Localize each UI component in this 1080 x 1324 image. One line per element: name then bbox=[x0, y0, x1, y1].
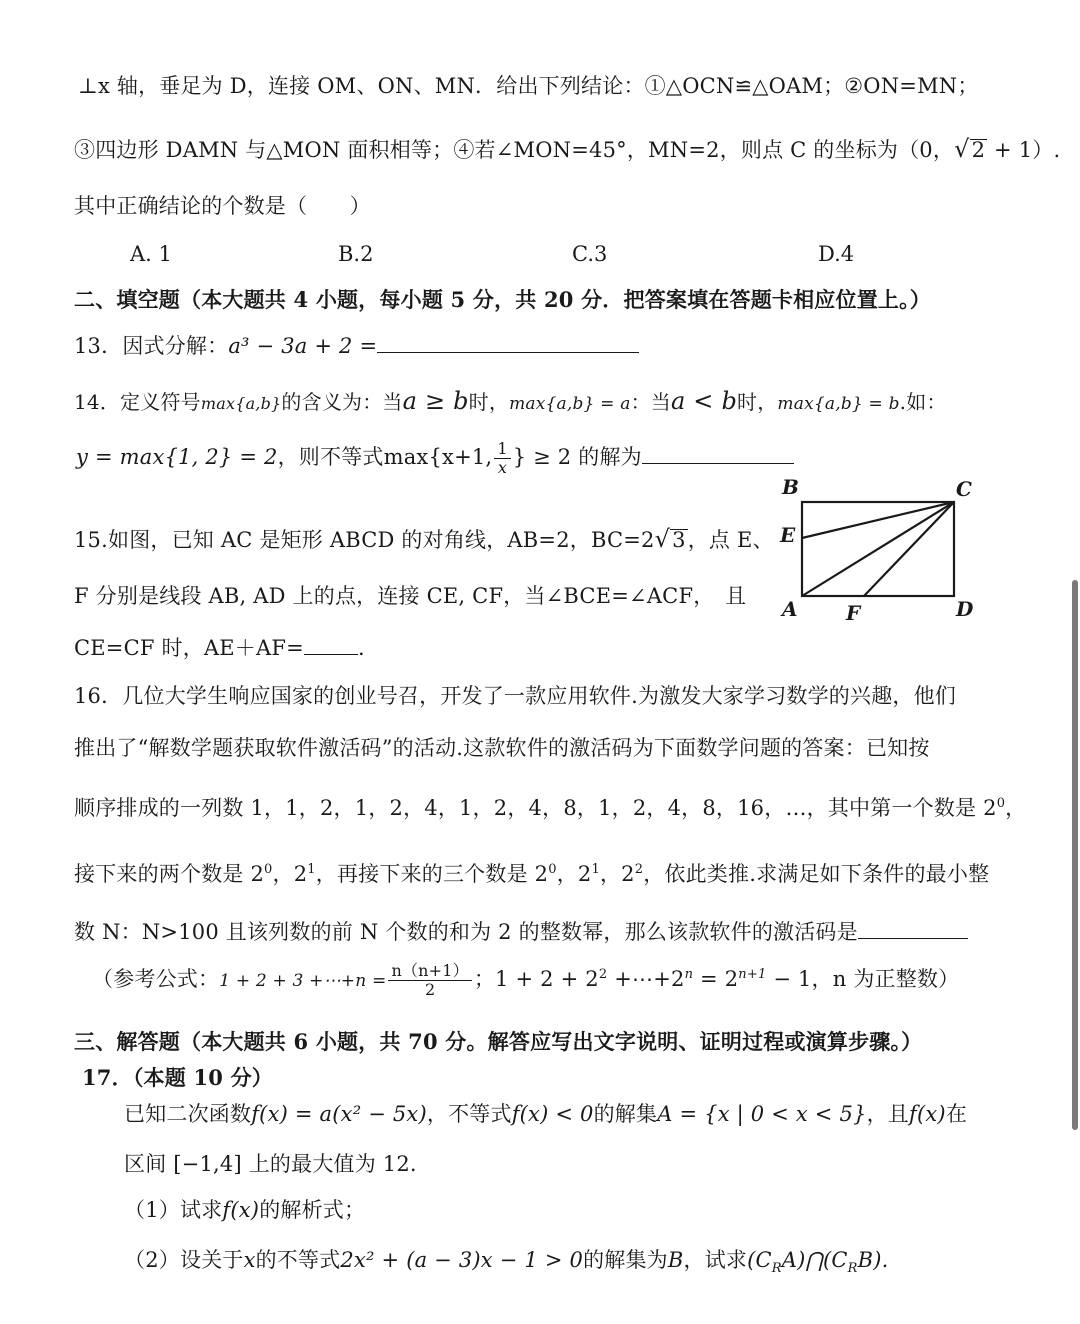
q16-ref-s2: n bbox=[684, 967, 694, 982]
q16-line2: 推出了“解数学题获取软件激活码”的活动.这款软件的激活码为下面数学问题的答案：已知按 bbox=[74, 736, 930, 760]
q17-p1-c: 的解析式； bbox=[259, 1198, 366, 1222]
q14-max-def: max{a,b} bbox=[200, 394, 282, 413]
q17-l1-a: 已知二次函数 bbox=[124, 1102, 252, 1126]
q17-line1 bbox=[124, 1098, 967, 1128]
q14-text-e: 时， bbox=[468, 390, 510, 414]
q16-l4-d: ，2 bbox=[556, 862, 592, 886]
q16-ref-e: = 2 bbox=[700, 967, 739, 991]
q16-line5 bbox=[74, 916, 968, 946]
label-d: D bbox=[956, 597, 974, 621]
q15-answer-blank bbox=[304, 636, 358, 655]
q13-expr: a³ − 3a + 2 = bbox=[228, 334, 378, 358]
q14-frac-den: x bbox=[497, 458, 508, 477]
q14-line2 bbox=[76, 440, 794, 477]
q17-inequality: f(x) < 0 bbox=[511, 1102, 594, 1126]
q17-p2-x: x bbox=[243, 1248, 256, 1272]
q17-p2-ineq: 2x² + (a − 3)x − 1 > 0 bbox=[340, 1248, 584, 1272]
scrollbar[interactable] bbox=[1072, 580, 1078, 1130]
q17-title: 17．（本题 10 分） bbox=[82, 1065, 273, 1090]
q14-text-g: ：当 bbox=[630, 390, 671, 414]
q17-function: f(x) = a(x² − 5x) bbox=[251, 1102, 427, 1126]
q16-line1: 16．几位大学生响应国家的创业号召，开发了一款应用软件.为激发大家学习数学的兴趣，他们 bbox=[74, 684, 956, 708]
q16-line4 bbox=[74, 858, 989, 888]
q14-line1 bbox=[74, 386, 947, 415]
q14-inequality-start: max{x+1, bbox=[383, 445, 493, 469]
option-a: A. 1 bbox=[130, 242, 172, 266]
label-f: F bbox=[846, 601, 861, 625]
q14-fraction bbox=[494, 440, 510, 477]
q14-cond1: a ≥ b bbox=[402, 387, 469, 415]
q17-set-a: A = {x | 0 < x < 5} bbox=[657, 1102, 867, 1126]
q16-comma: ， bbox=[1005, 796, 1027, 820]
q17-line2: 区间 [−1,4] 上的最大值为 12. bbox=[124, 1152, 417, 1176]
q12-line2: ③四边形 DAMN 与△MON 面积相等；④若∠MON=45°，MN=2，则点 C 的坐标为（0，√2 + 1）. bbox=[74, 135, 1061, 163]
q16-l4-s4: 1 bbox=[591, 862, 600, 877]
q14-text-i: 时， bbox=[737, 390, 778, 414]
q17-p2-e: 的解集为 bbox=[583, 1248, 668, 1272]
q15-end: . bbox=[357, 636, 365, 660]
q16-l4-s5: 2 bbox=[634, 862, 644, 877]
q16-ref-c: ；1 + 2 + 2 bbox=[473, 967, 599, 991]
q15-text-b: ，点 E、 bbox=[687, 528, 774, 552]
q16-ref-fraction bbox=[388, 962, 471, 999]
label-b: B bbox=[782, 475, 799, 499]
q14-inequality-end: } ≥ 2 bbox=[512, 445, 572, 469]
q17-p1-fx: f(x) bbox=[222, 1198, 260, 1222]
q13 bbox=[74, 330, 639, 360]
q15-text-a: 15.如图，已知 AC 是矩形 ABCD 的对角线，AB=2，BC=2 bbox=[74, 528, 655, 552]
q15-radicand: 3 bbox=[672, 528, 686, 552]
rectangle-figure bbox=[772, 472, 1000, 632]
q16-ref-f: − 1，n 为正整数） bbox=[773, 967, 960, 991]
q17-fx: f(x) bbox=[909, 1102, 946, 1126]
q16-l4-a: 接下来的两个数是 2 bbox=[74, 862, 265, 886]
q17-p2-c: 的不等式 bbox=[255, 1248, 341, 1272]
q16-ref-s1: 2 bbox=[598, 967, 608, 982]
q14-case1: max{a,b} = a bbox=[509, 394, 631, 414]
q16-ref-s3: n+1 bbox=[738, 967, 767, 982]
label-e: E bbox=[780, 523, 796, 547]
q16-ref-a: （参考公式： bbox=[92, 967, 220, 991]
q12-line1: ⊥x 轴，垂足为 D，连接 OM、ON、MN．给出下列结论：①△OCN≌△OAM；②ON=MN； bbox=[78, 74, 979, 98]
label-a: A bbox=[782, 597, 798, 621]
q16-ref-b: 1 + 2 + 3 +⋯+n = bbox=[219, 971, 387, 991]
q14-text-b2: ，则不等式 bbox=[277, 445, 384, 469]
q12-radicand: 2 bbox=[971, 138, 986, 162]
q17-p2-i: A)⋂(C bbox=[781, 1248, 848, 1272]
q15-line3 bbox=[74, 632, 365, 662]
q16-sequence: 顺序排成的一列数 1，1，2，1，2，4，1，2，4，8，1，2，4，8，16，…，其中第一个数是 2 bbox=[74, 796, 997, 820]
q17-part2 bbox=[124, 1244, 889, 1276]
q16-ref-den: 2 bbox=[424, 980, 436, 999]
q16-l4-f: ，依此类推.求满足如下条件的最小整 bbox=[643, 862, 990, 886]
q12-question: 其中正确结论的个数是（ ） bbox=[74, 194, 371, 218]
option-b: B.2 bbox=[338, 242, 374, 266]
q16-answer-blank bbox=[858, 920, 968, 939]
q15-text-c: CE=CF 时，AE＋AF= bbox=[74, 636, 304, 660]
q17-p2-is: R bbox=[847, 1261, 858, 1277]
q17-part1 bbox=[124, 1194, 365, 1224]
q17-l1-e: 的解集 bbox=[593, 1102, 658, 1126]
q16-reference bbox=[92, 962, 959, 999]
q15-line1: 15.如图，已知 AC 是矩形 ABCD 的对角线，AB=2，BC=2√3，点 E、 bbox=[74, 525, 774, 553]
q17-l1-i: 在 bbox=[945, 1102, 968, 1126]
label-c: C bbox=[956, 477, 972, 501]
q16-sup: 0 bbox=[996, 796, 1006, 811]
q17-p1-a: （1）试求 bbox=[124, 1198, 223, 1222]
q12-line2-end: + 1）. bbox=[994, 138, 1061, 162]
q17-p2-a: （2）设关于 bbox=[124, 1248, 244, 1272]
section2-heading: 二、填空题（本大题共 4 小题，每小题 5 分，共 20 分．把答案填在答题卡相应位置上。） bbox=[74, 287, 932, 312]
q17-p2-hs: R bbox=[771, 1261, 782, 1277]
q14-example: y = max{1, 2} = 2 bbox=[76, 445, 278, 469]
q14-cond2: a < b bbox=[670, 387, 738, 415]
q16-ref-d: +⋯+2 bbox=[614, 967, 685, 991]
q14-frac-num: 1 bbox=[494, 440, 510, 459]
q14-text-a: 14．定义符号 bbox=[74, 390, 201, 414]
q17-p2-b: B bbox=[667, 1248, 684, 1272]
q17-p2-h: (C bbox=[747, 1248, 772, 1272]
q12-line2-text: ③四边形 DAMN 与△MON 面积相等；④若∠MON=45°，MN=2，则点 C 的坐标为（0， bbox=[74, 138, 955, 162]
q16-line3 bbox=[74, 792, 1026, 822]
q16-l4-s1: 0 bbox=[264, 862, 273, 877]
segment-ce bbox=[802, 502, 954, 538]
q13-answer-blank bbox=[377, 334, 639, 353]
q15-line2: F 分别是线段 AB, AD 上的点，连接 CE, CF，当∠BCE=∠ACF， 且 bbox=[74, 584, 747, 608]
q16-l4-b: ，2 bbox=[272, 862, 308, 886]
q14-case2: max{a,b} = b bbox=[777, 394, 900, 414]
q13-label: 13．因式分解： bbox=[74, 334, 229, 358]
q16-ref-num: n（n+1） bbox=[388, 962, 471, 981]
q16-l4-c: ，再接下来的三个数是 2 bbox=[315, 862, 549, 886]
option-d: D.4 bbox=[818, 242, 855, 266]
q17-l1-g: ，且 bbox=[866, 1102, 909, 1126]
q17-p2-j: B). bbox=[857, 1248, 889, 1272]
q16-l4-s3: 0 bbox=[548, 862, 557, 877]
q16-l4-s2: 1 bbox=[307, 862, 316, 877]
q14-text-k: .如： bbox=[899, 390, 947, 414]
q17-p2-g: ，试求 bbox=[683, 1248, 748, 1272]
q14-text-e2: 的解为 bbox=[578, 445, 642, 469]
q17-l1-c: ，不等式 bbox=[426, 1102, 512, 1126]
q14-answer-blank bbox=[642, 445, 794, 464]
q16-l4-e: ，2 bbox=[599, 862, 635, 886]
q16-l5-text: 数 N：N>100 且该列数的前 N 个数的和为 2 的整数幂，那么该款软件的激活码是 bbox=[74, 920, 858, 944]
section3-heading: 三、解答题（本大题共 6 小题，共 70 分。解答应写出文字说明、证明过程或演算步骤。） bbox=[74, 1029, 923, 1054]
q14-text-c: 的含义为：当 bbox=[281, 390, 403, 414]
option-c: C.3 bbox=[572, 242, 608, 266]
